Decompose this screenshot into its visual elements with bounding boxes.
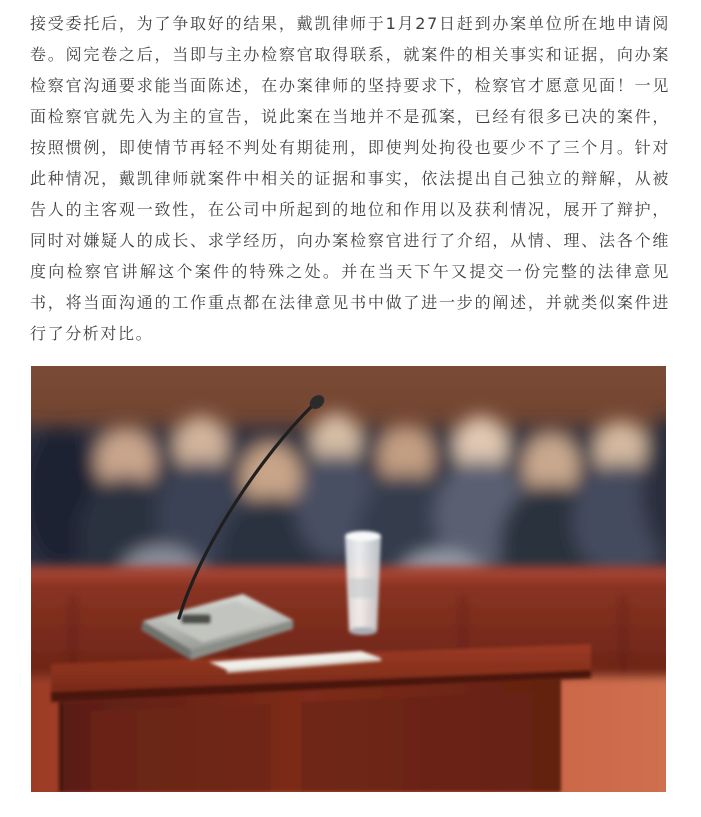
article-body [30, 8, 670, 349]
courtroom-photo [31, 366, 666, 792]
photo-podium [51, 644, 591, 792]
photo-cups [345, 531, 381, 635]
article-paragraph: 接受委托后，为了争取好的结果，戴凯律师于1月27日赶到办案单位所在地申请阅卷。阅完卷之后，当即与主办检察官取得联系，就案件的相关事实和证据，向办案检察官沟通要求能当面陈述，在办案律师的坚持要求下，检察官才愿意见面！一见面检察官就先入为主的宣告，说此案在当地并不是孤案，已经有很多已决的案件，按照惯例，即使情节再轻不判处有期徒刑，即使判处拘役也要少不了三个月。针对此种情况，戴凯律师就案件中相关的证据和事实，依法提出自己独立的辩解，从被告人的主客观一致性，在公司中所起到的地位和作用以及获利情况，展开了辩护，同时对嫌疑人的成长、求学经历，向办案检察官进行了介绍，从情、理、法各个维度向检察官讲解这个案件的特殊之处。并在当天下午又提交一份完整的法律意见书，将当面沟通的工作重点都在法律意见书中做了进一步的阐述，并就类似案件进行了分析对比。 [30, 14, 670, 343]
